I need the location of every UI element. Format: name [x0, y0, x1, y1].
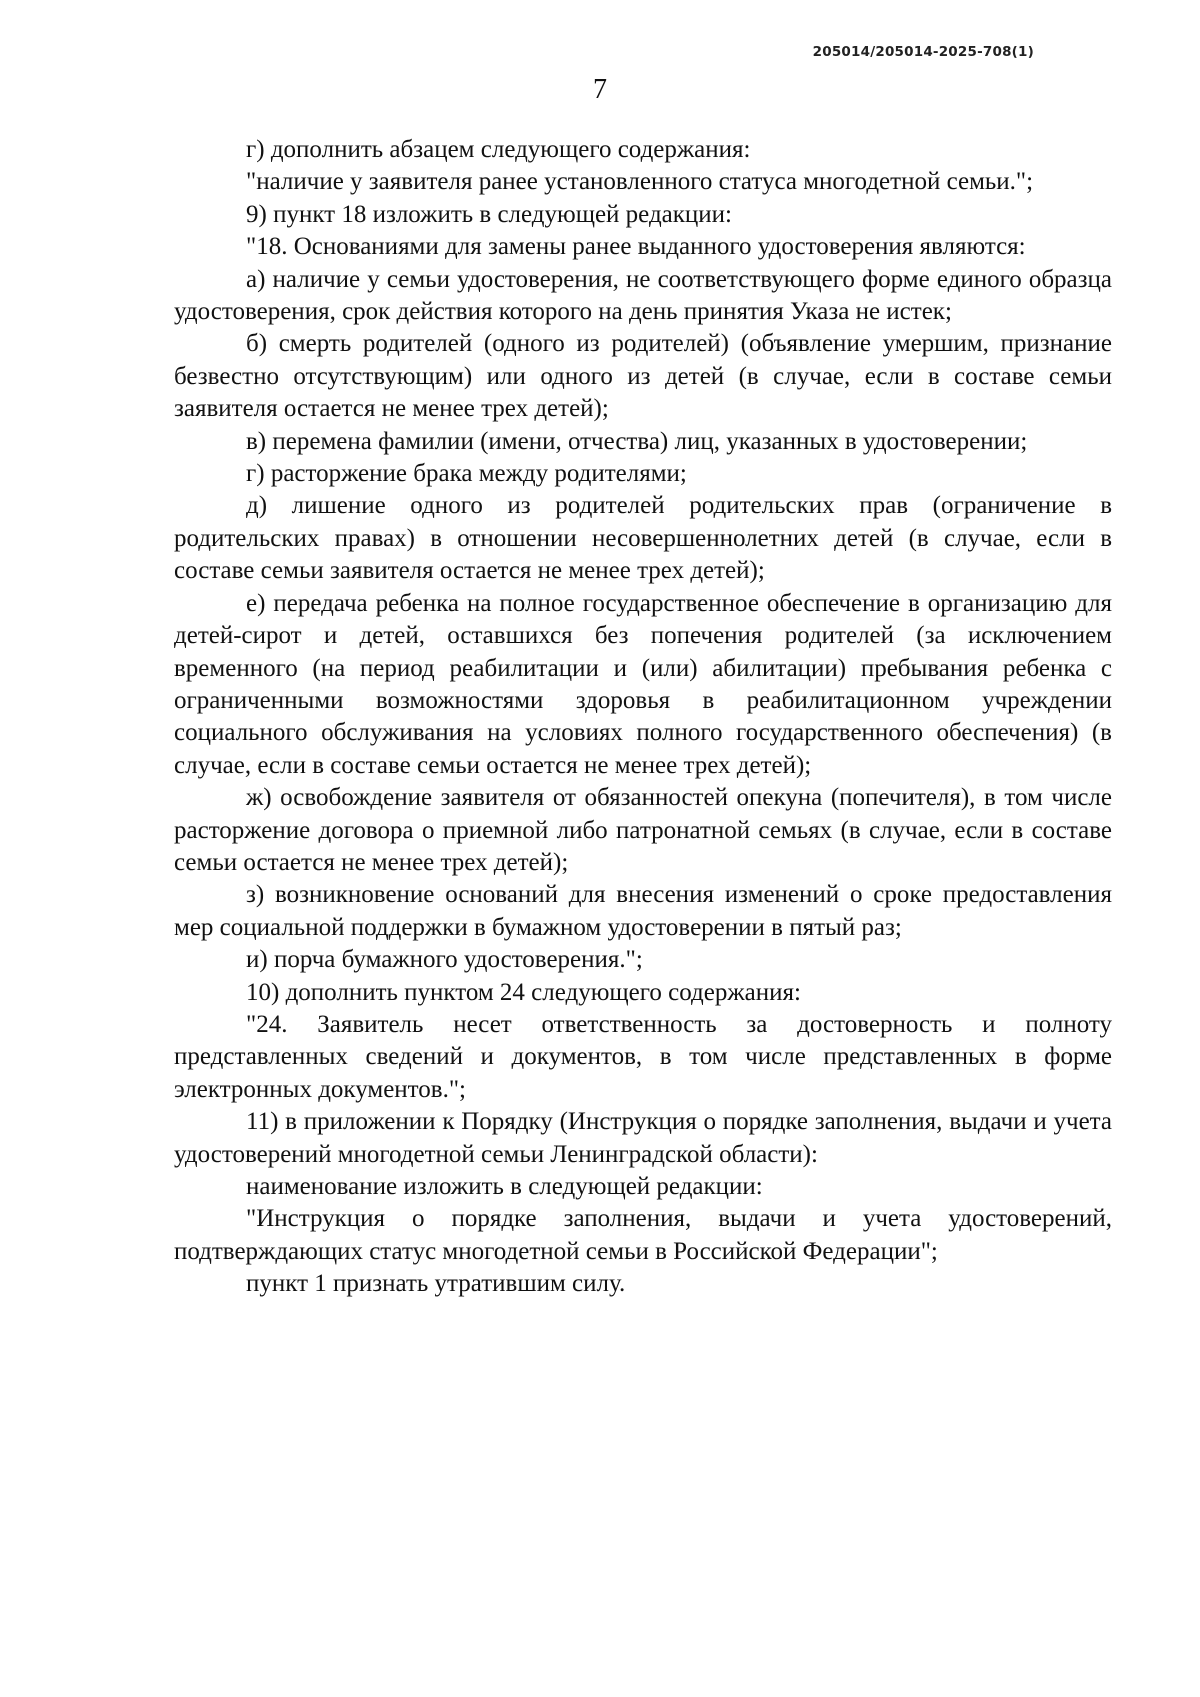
paragraph-point-18: "18. Основаниями для замены ранее выданного удостоверения являются: — [246, 233, 1026, 261]
paragraph-point-24: "24. Заявитель несет ответственность за достоверность и полноту представленных сведений и документов, в том числе представленных в форме электронных документов."; — [174, 1010, 1112, 1103]
paragraph-point-1-void: пункт 1 признать утратившим силу. — [246, 1270, 626, 1298]
paragraph-subitem-v: в) перемена фамилии (имени, отчества) лиц, указанных в удостоверении; — [246, 427, 1028, 455]
document-body — [174, 134, 1112, 1301]
paragraph-subitem-zh: ж) освобождение заявителя от обязанностей опекуна (попечителя), в том числе расторжение договора о приемной либо патронатной семьях (в случае, если в составе семьи остается не менее трех детей); — [174, 784, 1112, 876]
paragraph-subitem-i: и) порча бумажного удостоверения."; — [246, 946, 643, 974]
paragraph-instruction-title: "Инструкция о порядке заполнения, выдачи и учета удостоверений, подтверждающих статус многодетной семьи в Российской Федерации"; — [174, 1205, 1112, 1265]
paragraph-add-paragraph-g: г) дополнить абзацем следующего содержания: — [246, 136, 751, 163]
document-id: 205014/205014-2025-708(1) — [812, 44, 1034, 60]
paragraph-subitem-a: а) наличие у семьи удостоверения, не соответствующего форме единого образца удостоверения, срок действия которого на день принятия Указа не истек; — [174, 265, 1112, 326]
paragraph-item-10: 10) дополнить пунктом 24 следующего содержания: — [246, 978, 801, 1006]
paragraph-item-11: 11) в приложении к Порядку (Инструкция о порядке заполнения, выдачи и учета удостоверений многодетной семьи Ленинградской области): — [174, 1108, 1112, 1168]
paragraph-subitem-g: г) расторжение брака между родителями; — [246, 460, 687, 488]
paragraph-subitem-e: е) передача ребенка на полное государственное обеспечение в организацию для детей-сирот и детей, оставшихся без попечения родителей (за исключением временного (на период реабилитации и (или) абилитации) пребывания ребенка с ограниченными возможностями здоровья в реабилитационном учреждении социального обслуживания на условиях полного государственного обеспечения) (в случае, если в составе семьи остается не менее трех детей); — [174, 589, 1112, 779]
paragraph-quote-status: "наличие у заявителя ранее установленного статуса многодетной семьи."; — [246, 168, 1034, 196]
paragraph-subitem-z: з) возникновение оснований для внесения изменений о сроке предоставления мер социальной поддержки в бумажном удостоверении в пятый раз; — [174, 881, 1112, 941]
page-number: 7 — [593, 74, 607, 105]
paragraph-subitem-b: б) смерть родителей (одного из родителей) (объявление умершим, признание безвестно отсутствующим) или одного из детей (в случае, если в составе семьи заявителя остается не менее трех детей); — [174, 330, 1112, 423]
paragraph-subitem-d: д) лишение одного из родителей родительских прав (ограничение в родительских правах) в отношении несовершеннолетних детей (в случае, если в составе семьи заявителя остается не менее трех детей); — [174, 492, 1112, 585]
paragraph-title-change: наименование изложить в следующей редакции: — [246, 1173, 763, 1200]
paragraph-item-9: 9) пункт 18 изложить в следующей редакции: — [246, 200, 732, 228]
